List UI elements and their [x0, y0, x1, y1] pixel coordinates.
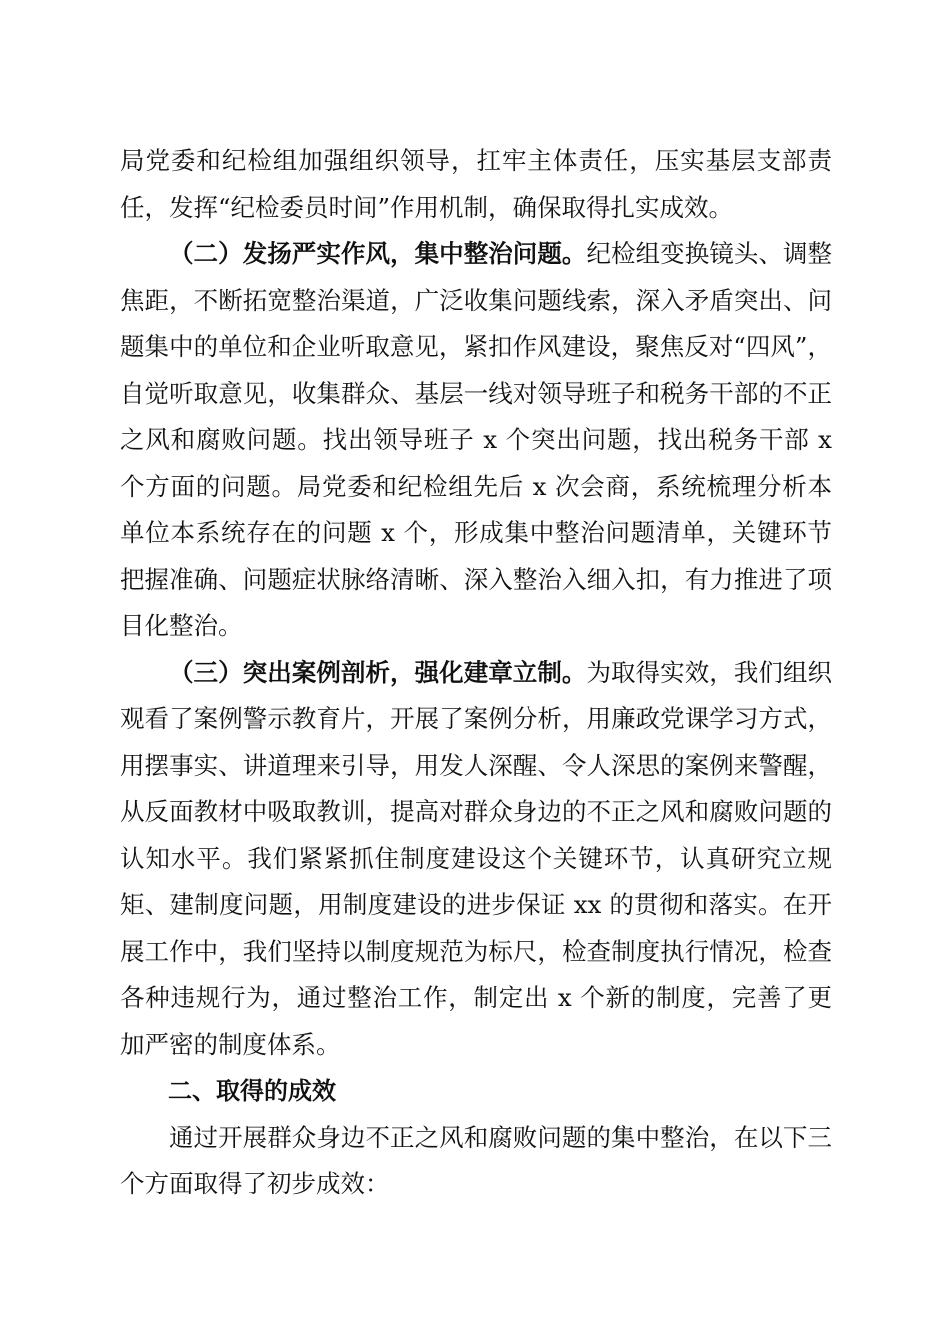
paragraph-text: 纪检组变换镜头、调整焦距，不断拓宽整治渠道，广泛收集问题线索，深入矛盾突出、问题集中的单位和企业听取意见，紧扣作风建设，聚焦反对“四风”，自觉听取意见，收集群众、基层一线对领导班子和税务干部的不正之风和腐败问题。找出领导班子 x 个突出问题，找出税务干部 x 个方面的问题。局党委和纪检组先后 x 次会商，系统梳理分析本单位本系统存在的问题 x 个，形成集中整治问题清单，关键环节把握准确、问题症状脉络清晰、深入整治入细入扣，有力推进了项目化整治。 [120, 239, 833, 640]
paragraph-results-intro [120, 1115, 832, 1208]
paragraph-text: 为取得实效，我们组织观看了案例警示教育片，开展了案例分析，用廉政党课学习方式，用摆事实、讲道理来引导，用发人深醒、令人深思的案例来警醒，从反面教材中吸取教训，提高对群众身边的不正之风和腐败问题的认知水平。我们紧紧抓住制度建设这个关键环节，认真研究立规矩、建制度问题，用制度建设的进步保证 xx 的贯彻和落实。在开展工作中，我们坚持以制度规范为标尺，检查制度执行情况，检查各种违规行为，通过整治工作，制定出 x 个新的制度，完善了更加严密的制度体系。 [120, 657, 833, 1059]
paragraph-section-2 [120, 231, 832, 650]
section-lead-heading: （三）突出案例剖析，强化建章立制。 [169, 657, 587, 687]
paragraph-text: 局党委和纪检组加强组织领导，扛牢主体责任，压实基层支部责任，发挥“纪检委员时间”作用机制，确保取得扎实成效。 [120, 146, 832, 222]
document-page [120, 138, 832, 1208]
paragraph-continuation [120, 138, 832, 231]
section-lead-heading: （二）发扬严实作风，集中整治问题。 [169, 239, 587, 268]
paragraph-text: 通过开展群众身边不正之风和腐败问题的集中整治，在以下三个方面取得了初步成效： [120, 1122, 832, 1198]
chapter-heading: 二、取得的成效 [168, 1077, 336, 1105]
paragraph-section-3 [120, 650, 832, 1069]
